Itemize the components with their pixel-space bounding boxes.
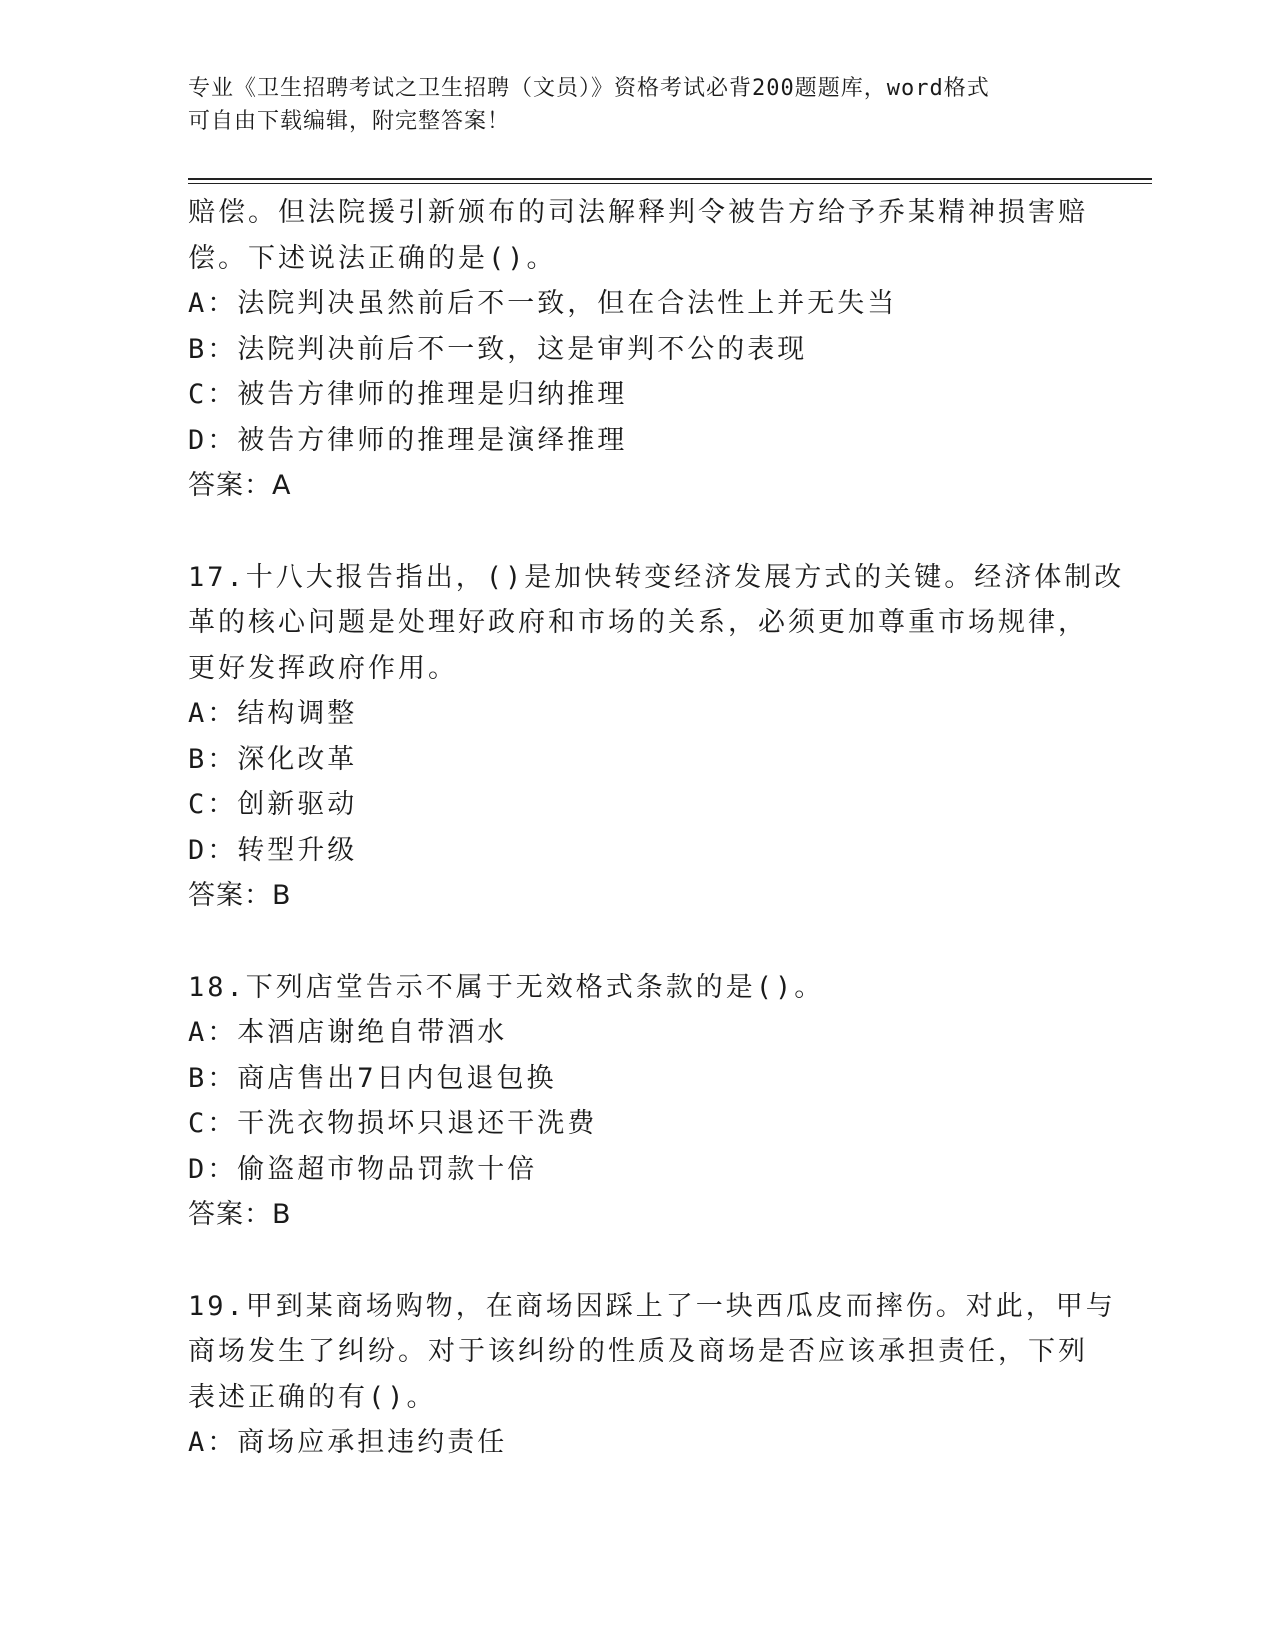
answer-line: 答案：B: [188, 880, 292, 911]
spacer: [188, 509, 1088, 555]
spacer: [188, 919, 1088, 965]
question-text-line: 19.甲到某商场购物，在商场因踩上了一块西瓜皮而摔伤。对此，甲与: [188, 1290, 1116, 1322]
option-c: C：创新驱动: [188, 789, 358, 820]
document-body: [188, 190, 1125, 1466]
option-a: A：本酒店谢绝自带酒水: [188, 1017, 508, 1048]
option-d: D：被告方律师的推理是演绎推理: [188, 424, 628, 456]
option-d: D：转型升级: [188, 834, 358, 866]
answer-line: 答案：A: [188, 470, 292, 501]
header-line-2: 可自由下载编辑，附完整答案！: [188, 109, 511, 134]
option-c: C：被告方律师的推理是归纳推理: [188, 379, 628, 410]
question-text-line: 革的核心问题是处理好政府和市场的关系，必须更加尊重市场规律，: [188, 607, 1088, 638]
option-a: A：商场应承担违约责任: [188, 1427, 508, 1458]
option-a: A：结构调整: [188, 698, 358, 729]
header-divider-thin: [188, 183, 1152, 184]
question-18: [188, 965, 1088, 1238]
header-line-1: 专业《卫生招聘考试之卫生招聘（文员）》资格考试必背200题题库，word格式: [188, 76, 990, 101]
question-text-line: 18.下列店堂告示不属于无效格式条款的是()。: [188, 971, 825, 1003]
question-text-line: 表述正确的有()。: [188, 1381, 437, 1413]
document-header: [188, 72, 1088, 138]
option-b: B：商店售出7日内包退包换: [188, 1062, 557, 1094]
option-c: C：干洗衣物损坏只退还干洗费: [188, 1108, 598, 1139]
option-d: D：偷盗超市物品罚款十倍: [188, 1153, 538, 1185]
answer-line: 答案：B: [188, 1199, 292, 1230]
question-text-line: 赔偿。但法院援引新颁布的司法解释判令被告方给予乔某精神损害赔: [188, 197, 1088, 228]
question-text-line: 偿。下述说法正确的是()。: [188, 242, 557, 274]
option-a: A：法院判决虽然前后不一致，但在合法性上并无失当: [188, 288, 898, 319]
question-17: [188, 555, 1125, 919]
option-b: B：深化改革: [188, 743, 358, 775]
question-19: [188, 1284, 1116, 1466]
header-divider-thick: [188, 178, 1152, 180]
option-b: B：法院判决前后不一致，这是审判不公的表现: [188, 333, 808, 365]
question-text-line: 17.十八大报告指出，()是加快转变经济发展方式的关键。经济体制改: [188, 561, 1125, 593]
question-text-line: 更好发挥政府作用。: [188, 652, 458, 684]
question-text-line: 商场发生了纠纷。对于该纠纷的性质及商场是否应该承担责任，下列: [188, 1336, 1088, 1367]
question-16-continued: [188, 190, 1088, 509]
spacer: [188, 1238, 1088, 1284]
